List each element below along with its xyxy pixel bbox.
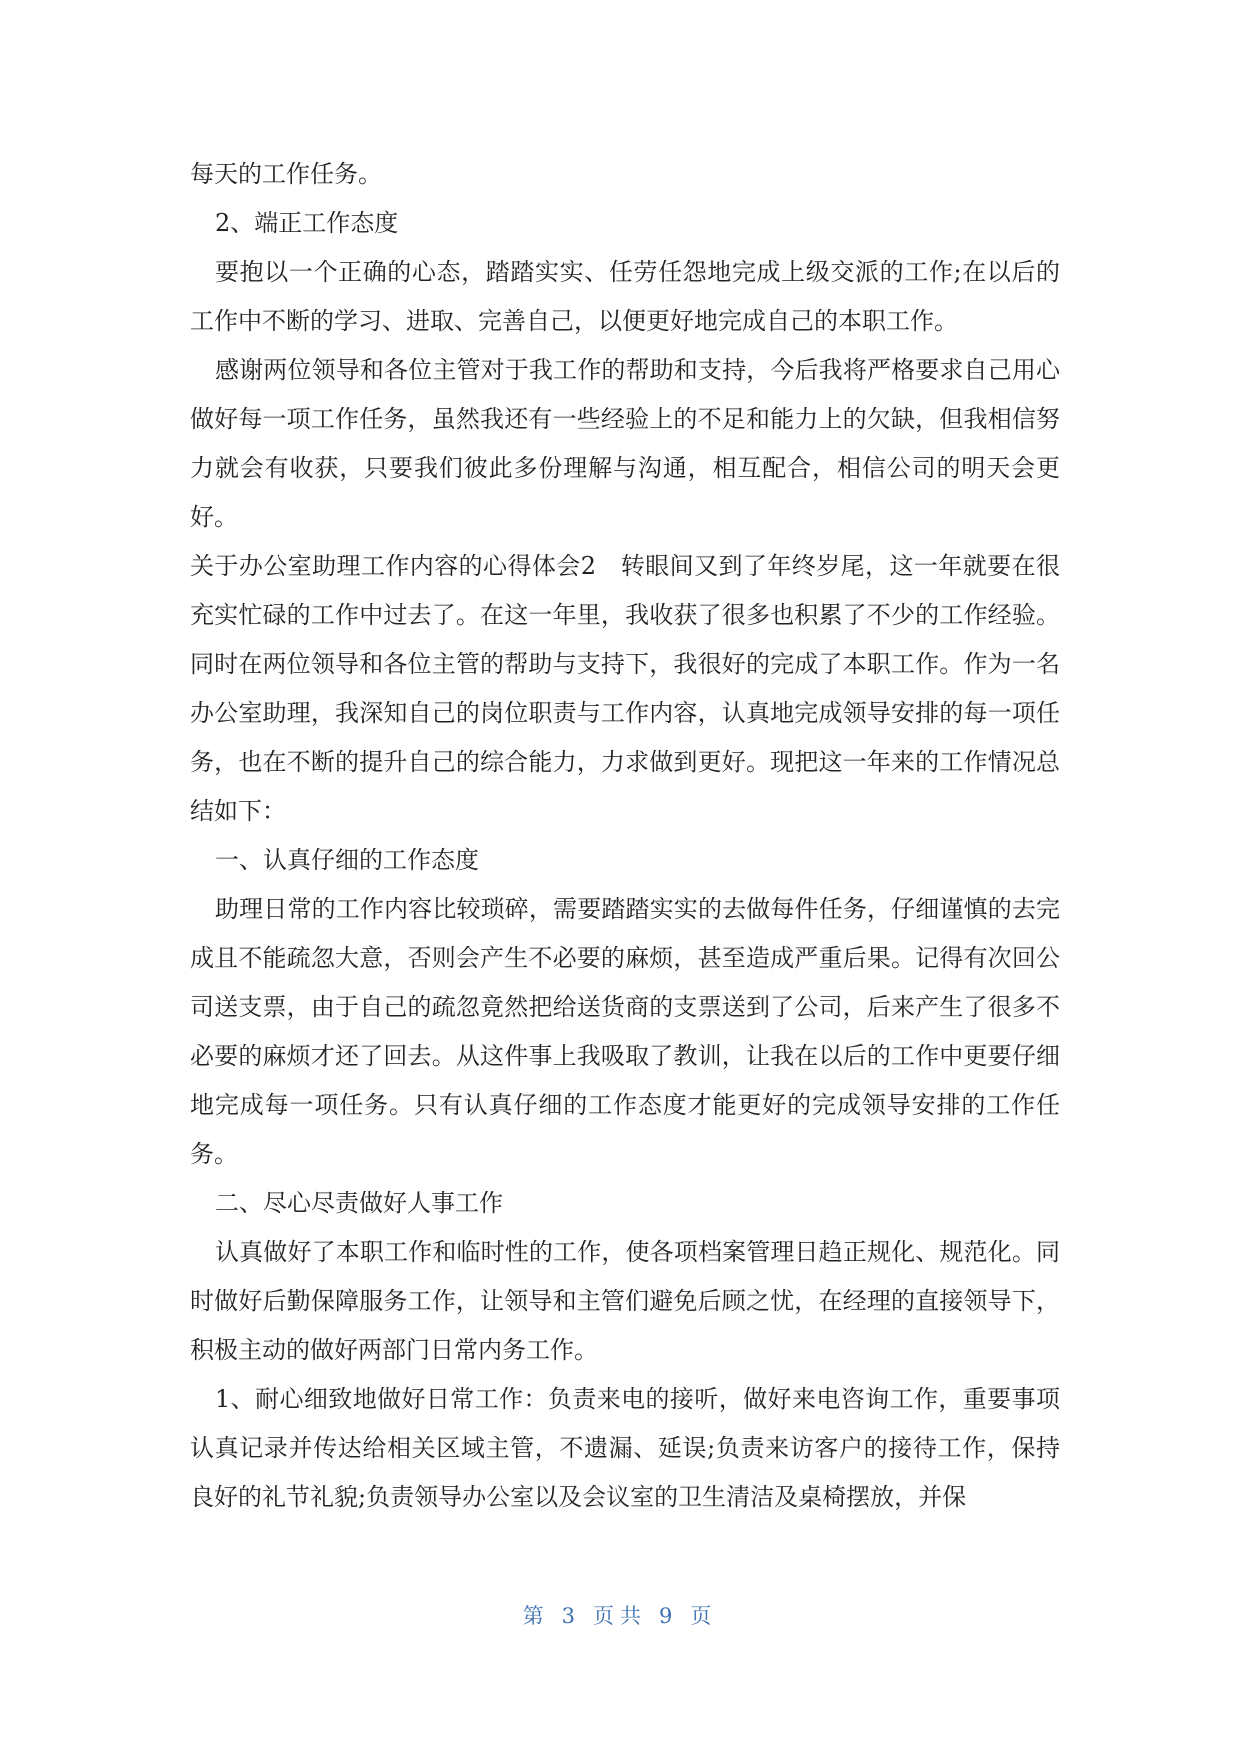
paragraph-1: 每天的工作任务。 <box>190 160 382 188</box>
footer-label-page: 第 <box>522 1604 550 1628</box>
footer-label-of: 页共 <box>593 1604 647 1628</box>
page-footer <box>0 1600 1240 1630</box>
paragraph-7: 助理日常的工作内容比较琐碎，需要踏踏实实的去做每件任务，仔细谨慎的去完成且不能疏忽大意，否则会产生不必要的麻烦，甚至造成严重后果。记得有次回公司送支票，由于自己的疏忽竟然把给送货商的支票送到了公司，后来产生了很多不必要的麻烦才还了回去。从这件事上我吸取了教训，让我在以后的工作中更要仔细地完成每一项任务。只有认真仔细的工作态度才能更好的完成领导安排的工作任务。 <box>190 895 1060 1168</box>
paragraph-9: 认真做好了本职工作和临时性的工作，使各项档案管理日趋正规化、规范化。同时做好后勤保障服务工作，让领导和主管们避免后顾之忧，在经理的直接领导下，积极主动的做好两部门日常内务工作。 <box>190 1238 1060 1364</box>
document-body <box>190 150 1060 1522</box>
footer-label-end: 页 <box>690 1604 718 1628</box>
paragraph-3: 要抱以一个正确的心态，踏踏实实、任劳任怨地完成上级交派的工作;在以后的工作中不断的学习、进取、完善自己，以便更好地完成自己的本职工作。 <box>190 258 1060 335</box>
heading-personnel-work: 二、尽心尽责做好人事工作 <box>215 1189 503 1217</box>
footer-total-pages: 9 <box>659 1604 679 1628</box>
footer-current-page: 3 <box>561 1604 581 1628</box>
section-title-2: 关于办公室助理工作内容的心得体会2 转眼间又到了年终岁尾，这一年就要在很充实忙碌的工作中过去了。在这一年里，我收获了很多也积累了不少的工作经验。同时在两位领导和各位主管的帮助与支持下，我很好的完成了本职工作。作为一名办公室助理，我深知自己的岗位职责与工作内容，认真地完成领导安排的每一项任务，也在不断的提升自己的综合能力，力求做到更好。现把这一年来的工作情况总结如下： <box>190 552 1060 825</box>
subheading-attitude: 2、端正工作态度 <box>215 209 399 237</box>
paragraph-10: 1、耐心细致地做好日常工作：负责来电的接听，做好来电咨询工作，重要事项认真记录并传达给相关区域主管，不遗漏、延误;负责来访客户的接待工作，保持良好的礼节礼貌;负责领导办公室以及会议室的卫生清洁及桌椅摆放，并保 <box>190 1385 1060 1511</box>
heading-careful-attitude: 一、认真仔细的工作态度 <box>215 846 479 874</box>
paragraph-4: 感谢两位领导和各位主管对于我工作的帮助和支持，今后我将严格要求自己用心做好每一项工作任务，虽然我还有一些经验上的不足和能力上的欠缺，但我相信努力就会有收获，只要我们彼此多份理解与沟通，相互配合，相信公司的明天会更好。 <box>190 356 1060 531</box>
